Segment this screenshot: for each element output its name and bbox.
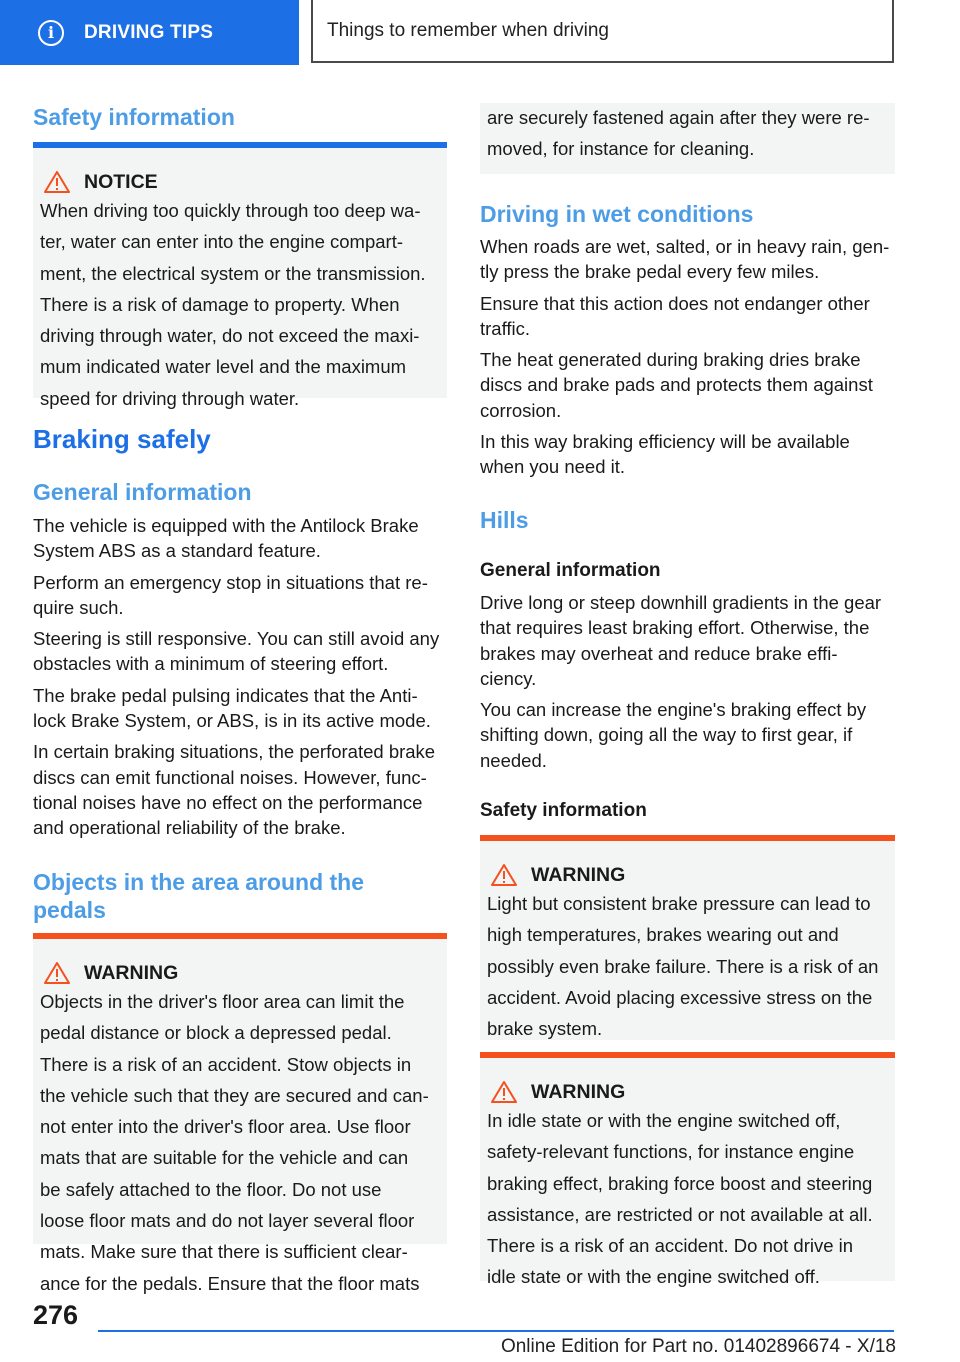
warning-triangle-icon bbox=[44, 170, 70, 194]
text-line: discs can emit functional noises. However, func- bbox=[33, 766, 427, 788]
text-line: Drive long or steep downhill gradients in the gear bbox=[480, 592, 882, 613]
hills-general-heading: General information bbox=[480, 560, 661, 581]
heading-line: pedals bbox=[33, 897, 106, 923]
text-line: shifting down, going all the way to first gear, if bbox=[480, 724, 853, 746]
text-line: In idle state or with the engine switched off, bbox=[487, 1110, 841, 1131]
warning-label: WARNING bbox=[531, 1080, 626, 1103]
text-line: Perform an emergency stop in situations that re- bbox=[33, 571, 428, 593]
general-body bbox=[33, 513, 453, 841]
text-line: driving through water, do not exceed the maxi- bbox=[40, 325, 420, 347]
warning-bar bbox=[480, 1052, 895, 1058]
text-line: needed. bbox=[480, 749, 547, 771]
paragraph bbox=[480, 234, 900, 285]
paragraph bbox=[33, 513, 453, 564]
hills-heading: Hills bbox=[480, 507, 529, 533]
notice-box bbox=[33, 142, 447, 409]
text-line: There is a risk of an accident. Stow objects in bbox=[40, 1053, 412, 1075]
text-line: corrosion. bbox=[480, 399, 562, 421]
paragraph bbox=[33, 570, 453, 621]
notice-label: NOTICE bbox=[84, 170, 158, 193]
text-line: brakes may overheat and reduce brake effi- bbox=[480, 642, 838, 664]
hills-safety-heading: Safety information bbox=[480, 800, 647, 821]
warning-label: WARNING bbox=[84, 961, 179, 984]
text-line: pedal distance or block a depressed pedal. bbox=[40, 1022, 392, 1044]
text-line: assistance, are restricted or not available at all. bbox=[487, 1203, 873, 1225]
edition-note: Online Edition for Part no. 01402896674 - X/18 bbox=[500, 1336, 896, 1357]
notice-title bbox=[40, 170, 440, 194]
warning-bar bbox=[480, 835, 895, 841]
wet-heading: Driving in wet conditions bbox=[480, 201, 754, 227]
warning-title bbox=[487, 863, 888, 887]
warning-title bbox=[487, 1080, 888, 1104]
text-line: ment, the electrical system or the transmission. bbox=[40, 262, 426, 284]
page-number: 276 bbox=[33, 1300, 79, 1330]
text-line: You can increase the engine's braking effect by bbox=[480, 699, 867, 721]
text-line: There is a risk of damage to property. When bbox=[40, 293, 400, 315]
text-line: accident. Avoid placing excessive stress on the bbox=[487, 986, 873, 1008]
paragraph bbox=[480, 347, 900, 423]
text-line: mats. Make sure that there is sufficient clear- bbox=[40, 1241, 408, 1263]
text-line: The brake pedal pulsing indicates that the Anti- bbox=[33, 684, 418, 706]
text-line: the vehicle such that they are secured and can- bbox=[40, 1084, 429, 1106]
text-line: mum indicated water level and the maximum bbox=[40, 356, 407, 378]
text-line: idle state or with the engine switched off. bbox=[487, 1266, 820, 1288]
general-heading: General information bbox=[33, 479, 252, 505]
section-label: DRIVING TIPS bbox=[84, 21, 214, 43]
text-line: When driving too quickly through too deep wa- bbox=[40, 200, 421, 221]
paragraph bbox=[480, 291, 900, 342]
text-line: safety-relevant functions, for instance engine bbox=[487, 1141, 855, 1163]
text-line: are securely fastened again after they were re- bbox=[487, 107, 870, 128]
paragraph bbox=[33, 683, 453, 734]
text-line: loose floor mats and do not layer several floor bbox=[40, 1210, 415, 1232]
heading-line: Objects in the area around the bbox=[33, 869, 365, 895]
notice-text bbox=[40, 198, 440, 411]
text-line: speed for driving through water. bbox=[40, 387, 300, 409]
text-line: Steering is still responsive. You can still avoid any bbox=[33, 628, 440, 650]
warning-triangle-icon bbox=[491, 863, 517, 887]
text-line: The heat generated during braking dries brake bbox=[480, 349, 861, 371]
continued-text bbox=[487, 105, 888, 162]
text-line: Ensure that this action does not endanger other bbox=[480, 292, 870, 314]
text-line: In certain braking situations, the perforated brake bbox=[33, 741, 436, 763]
warning-bar bbox=[33, 933, 447, 939]
text-line: that requires least braking effort. Otherwise, the bbox=[480, 617, 870, 639]
paragraph bbox=[480, 590, 900, 691]
wet-body bbox=[480, 234, 900, 480]
warning-title bbox=[40, 961, 440, 985]
section-tab bbox=[0, 0, 299, 65]
text-line: obstacles with a minimum of steering effort. bbox=[33, 653, 389, 675]
safety-heading: Safety information bbox=[33, 104, 235, 130]
braking-heading: Braking safely bbox=[33, 424, 211, 454]
text-line: tly press the brake pedal every few miles. bbox=[480, 261, 820, 283]
text-line: moved, for instance for cleaning. bbox=[487, 138, 755, 160]
warning-triangle-icon bbox=[491, 1080, 517, 1104]
objects-heading bbox=[33, 868, 447, 924]
page-title: Things to remember when driving bbox=[311, 0, 894, 63]
warning-triangle-icon bbox=[44, 961, 70, 985]
continued-warning-box bbox=[480, 103, 895, 174]
text-line: possibly even brake failure. There is a risk of an bbox=[487, 955, 879, 977]
text-line: When roads are wet, salted, or in heavy rain, gen- bbox=[480, 236, 890, 257]
warning-text bbox=[40, 989, 440, 1296]
text-line: ance for the pedals. Ensure that the floor mats bbox=[40, 1272, 420, 1294]
text-line: be safely attached to the floor. Do not use bbox=[40, 1178, 382, 1200]
hills-warning-box-1 bbox=[480, 835, 895, 1040]
text-line: traffic. bbox=[480, 317, 531, 339]
text-line: In this way braking efficiency will be available bbox=[480, 431, 850, 453]
text-line: Objects in the driver's floor area can limit the bbox=[40, 991, 405, 1012]
text-line: and operational reliability of the brake. bbox=[33, 817, 346, 839]
text-line: Light but consistent brake pressure can lead to bbox=[487, 893, 871, 914]
text-line: ter, water can enter into the engine compart- bbox=[40, 231, 404, 253]
paragraph bbox=[33, 626, 453, 677]
notice-bar bbox=[33, 142, 447, 148]
hills-body bbox=[480, 590, 900, 773]
warning-label: WARNING bbox=[531, 863, 626, 886]
text-line: not enter into the driver's floor area. Use floor bbox=[40, 1116, 411, 1138]
footer-rule bbox=[98, 1330, 894, 1332]
text-line: when you need it. bbox=[480, 456, 626, 478]
text-line: quire such. bbox=[33, 596, 124, 618]
text-line: braking effect, braking force boost and steering bbox=[487, 1172, 873, 1194]
warning-text bbox=[487, 1108, 888, 1290]
paragraph bbox=[480, 697, 900, 773]
text-line: mats that are suitable for the vehicle and can bbox=[40, 1147, 409, 1169]
text-line: tional noises have no effect on the performance bbox=[33, 791, 423, 813]
paragraph bbox=[33, 739, 453, 840]
text-line: ciency. bbox=[480, 667, 537, 689]
paragraph bbox=[480, 429, 900, 480]
warning-text bbox=[487, 891, 888, 1041]
info-icon: i bbox=[38, 20, 64, 46]
text-line: high temperatures, brakes wearing out and bbox=[487, 924, 839, 946]
hills-warning-box-2 bbox=[480, 1052, 895, 1288]
text-line: System ABS as a standard feature. bbox=[33, 540, 321, 562]
text-line: The vehicle is equipped with the Antilock Brake bbox=[33, 515, 419, 536]
text-line: brake system. bbox=[487, 1018, 603, 1040]
objects-warning-box bbox=[33, 933, 447, 1294]
text-line: lock Brake System, or ABS, is in its active mode. bbox=[33, 710, 431, 732]
text-line: discs and brake pads and protects them against bbox=[480, 374, 873, 396]
text-line: There is a risk of an accident. Do not drive in bbox=[487, 1235, 854, 1257]
